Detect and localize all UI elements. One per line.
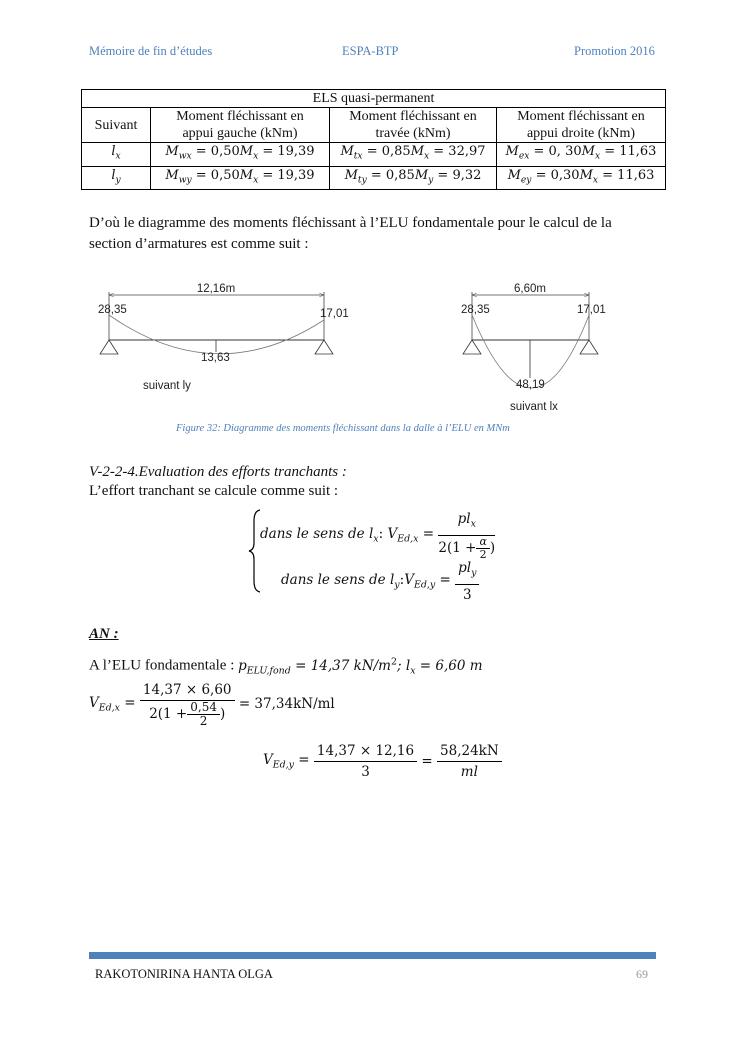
lx-span-label: 6,60m (514, 283, 546, 295)
section-text: L’effort tranchant se calcule comme suit : (89, 483, 339, 499)
an-title: AN : (89, 626, 119, 642)
an-line: A l’ELU fondamentale : $p_{ELU,fond} = 14,37$ $kN/m^2$; $l_x = 6,60$ m (89, 656, 483, 677)
formula-line-2: dans le sens de $l_y:V_{Ed,y}$ = $\frac{pl_y}{3}$ (281, 558, 479, 605)
els-table (81, 89, 666, 190)
lx-caption: suivant lx (510, 401, 558, 413)
formula-system (248, 507, 508, 603)
table-row: $l_y$ $M_{wy} = 0,50M_x = 19,39$ $M_{ty} = 0,85M_y = 9,32$ $M_{ey} = 0,30M_x = 11,63$ (82, 166, 666, 190)
table-title: ELS quasi-permanent (82, 90, 666, 108)
col-appui-droite: Moment fléchissant en appui droite (kNm) (497, 108, 666, 143)
section-title: V-2-2-4.Evaluation des efforts tranchants : (89, 464, 347, 480)
ly-caption: suivant ly (143, 380, 191, 392)
lx-right-value: 17,01 (577, 304, 606, 316)
header-center: ESPA-BTP (342, 44, 399, 58)
lx-left-value: 28,35 (461, 304, 490, 316)
footer-author: RAKOTONIRINA HANTA OLGA (95, 967, 273, 981)
footer-rule (89, 952, 656, 959)
figure-caption: Figure 32: Diagramme des moments fléchissant dans la dalle à l’ELU en MNm (176, 423, 510, 434)
col-appui-gauche: Moment fléchissant en appui gauche (kNm) (151, 108, 330, 143)
ly-span-label: 12,16m (196, 283, 236, 295)
vedy-equation: $V_{Ed,y}$ = $\frac{14,37 \times 12,16}{3}$ = $\frac{58,24kN}{ml}$ (263, 741, 502, 782)
moment-diagrams (80, 278, 640, 418)
lx-mid-value: 48,19 (516, 379, 545, 391)
ly-mid-value: 13,63 (201, 352, 230, 364)
table-row: $l_x$ $M_{wx} = 0,50M_x = 19,39$ $M_{tx} = 0,85M_x = 32,97$ $M_{ex} = 0$, $30M_x = 11,63$ (82, 143, 666, 167)
ly-left-value: 28,35 (98, 304, 127, 316)
ly-right-value: 17,01 (320, 308, 349, 320)
col-travee: Moment fléchissant en travée (kNm) (330, 108, 497, 143)
header-left: Mémoire de fin d’études (89, 44, 213, 58)
diagram-ly (98, 283, 349, 392)
page-number: 69 (636, 967, 648, 981)
vedx-equation: $V_{Ed,x}$ = 14,37 × 6,60 2(1 + $\frac{0,54}{2}$ ) = 37,34kN/ml (89, 682, 335, 728)
header-right: Promotion 2016 (574, 44, 655, 58)
diagram-lx (461, 283, 606, 413)
col-suivant: Suivant (82, 108, 151, 143)
intro-paragraph: D’où le diagramme des moments fléchissant à l’ELU fondamentale pour le calcul de la section d’armatures est comme suit : (89, 215, 612, 252)
formula-line-1: dans le sens de $l_x$: $V_{Ed,x}$ = $pl_x$ 2(1 + $\frac{\alpha}{2}$ ) (260, 511, 496, 561)
